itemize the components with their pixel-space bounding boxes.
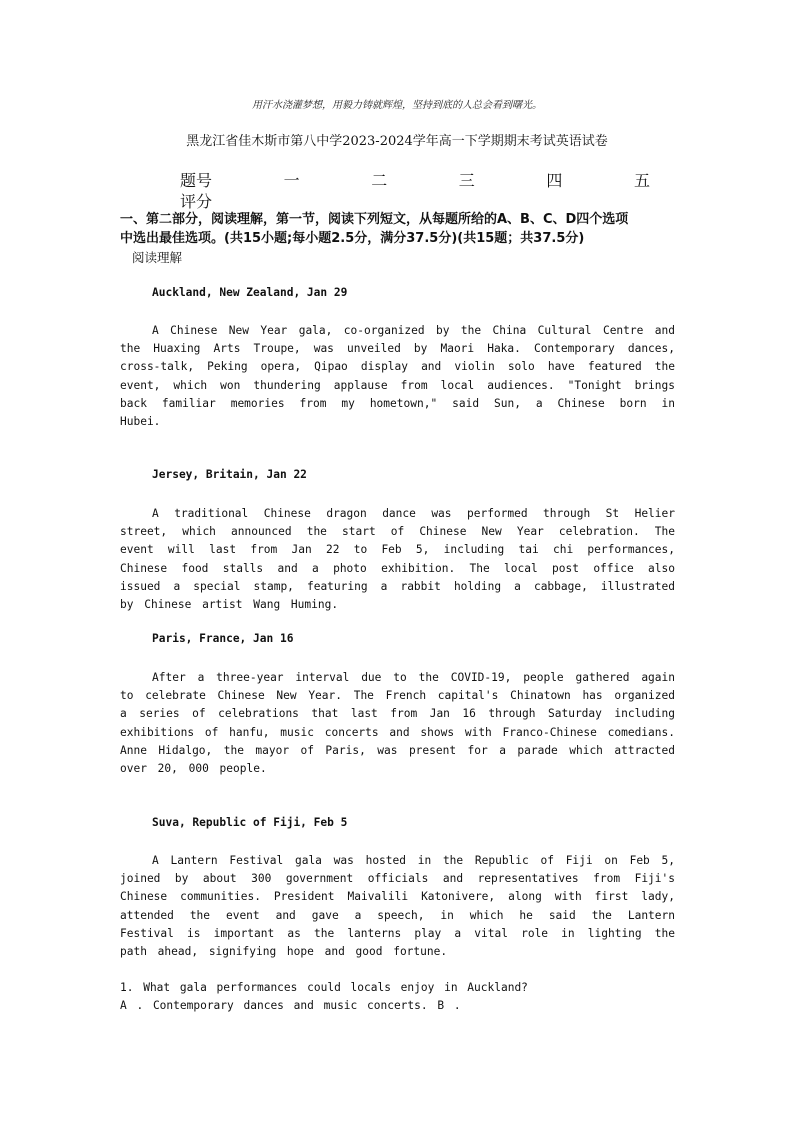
score-label: 评分 [180,192,213,211]
score-table-header-row [180,168,650,191]
score-column-4: 四 [546,171,563,190]
article-heading: Suva, Republic of Fiji, Feb 5 [152,816,348,829]
article-paragraph [120,852,675,961]
article-text: A traditional Chinese dragon dance was performed through St Helier street, which announced the start of Chinese New Year celebration. The event will last from Jan 22 to Feb 5, including tai chi performances, Chinese food stalls and a photo exhibition. The local post office also issued a special stamp, featuring a rabbit holding a cabbage, illustrated by Chinese artist Wang Huming. [120,507,675,612]
article-heading: Auckland, New Zealand, Jan 29 [152,286,348,299]
score-column-2: 二 [371,171,388,190]
article-text: After a three-year interval due to the COVID-19, people gathered again to celebrate Chinese New Year. The French capital's Chinatown has organized a series of celebrations that last from Jan 16 through Saturday including exhibitions of hanfu, music concerts and shows with Franco-Chinese comedians. Anne Hidalgo, the mayor of Paris, was present for a parade which attracted over 20, 000 people. [120,671,675,776]
article-heading: Jersey, Britain, Jan 22 [152,468,307,481]
article-paragraph [120,505,675,614]
page-motto: 用汗水浇灌梦想，用毅力铸就辉煌，坚持到底的人总会看到曙光。 [252,100,542,111]
score-table-score-row [180,189,212,212]
article-text: A Chinese New Year gala, co-organized by the China Cultural Centre and the Huaxing Arts Troupe, was unveiled by Maori Haka. Contemporary dances, cross-talk, Peking opera, Qipao display and violin solo have featured the event, which won thundering applause from local audiences. "Tonight brings back familiar memories from my hometown," said Sun, a Chinese born in Hubei. [120,324,675,429]
article-paragraph [120,669,675,778]
score-column-1: 一 [283,171,300,190]
score-column-3: 三 [458,171,475,190]
instruction-line-1: 一、第二部分，阅读理解，第一节，阅读下列短文，从每题所给的A、B、C、D四个选项 [120,212,629,227]
question-options: A . Contemporary dances and music concerts. B . [120,999,461,1012]
question-stem: 1. What gala performances could locals enjoy in Auckland? [120,981,528,994]
article-paragraph [120,322,675,431]
instruction-line-2: 中选出最佳选项。(共15小题;每小题2.5分，满分37.5分)(共15题；共37.5分) [120,231,585,246]
section-instruction [120,210,680,248]
question-number-label: 题号 [180,171,213,190]
section-subheading: 阅读理解 [132,250,183,265]
article-text: A Lantern Festival gala was hosted in the Republic of Fiji on Feb 5, joined by about 300 government officials and representatives from Fiji's Chinese communities. President Maivalili Katonivere, along with first lady, attended the event and gave a speech, in which he said the Lantern Festival is important as the lanterns play a vital role in lighting the path ahead, signifying hope and good fortune. [120,854,675,959]
article-heading: Paris, France, Jan 16 [152,632,294,645]
score-column-5: 五 [633,171,650,190]
exam-title: 黑龙江省佳木斯市第八中学2023-2024学年高一下学期期末考试英语试卷 [186,134,608,149]
